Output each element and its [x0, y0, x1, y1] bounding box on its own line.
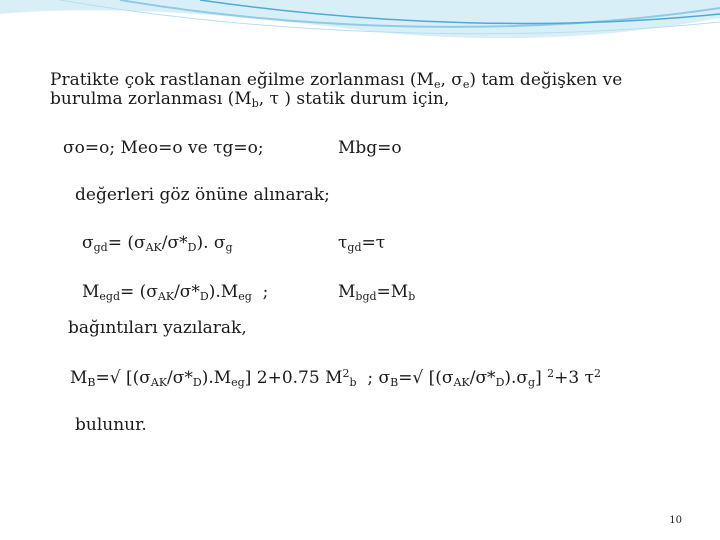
final-equation: $M_B=√$ $[(\sigma_{AK}/\sigma*_D).M_{eg}]$ 2+0.75 $M^2_b$ ; $\sigma_B=√$ $[(\sigma_{AK}/\sigma*_D).\sigma_g]$ $^2$+3 $\tau^2$ [70, 367, 601, 389]
equation-tau-gd: $\tau_{gd}=\tau$ [338, 233, 386, 254]
page-number: 10 [669, 515, 682, 526]
equation-m-bgd: $M_{bgd}=M_b$ [338, 282, 416, 303]
consider-text: değerleri göz önüne alınarak; [75, 185, 330, 205]
equation-m-egd: $M_{egd}= (\sigma_{AK}/\sigma*_D).M_{eg}$ ; [82, 282, 269, 303]
condition-left: σo=o; Meo=o ve τg=o; [63, 138, 264, 158]
header-wave-decoration [0, 0, 720, 60]
found-text: bulunur. [75, 415, 147, 435]
condition-right: Mbg=o [338, 138, 402, 158]
intro-line-2: burulma zorlanması ($M_b$, τ ) statik durum için, [50, 89, 450, 110]
equation-sigma-gd: $\sigma_{gd}= (\sigma_{AK}/\sigma*_D)$. $\sigma_g$ [82, 233, 233, 254]
relations-text: bağıntıları yazılarak, [68, 318, 247, 338]
intro-line-1: Pratikte çok rastlanan eğilme zorlanması ($M_e$, $\sigma_e$) tam değişken ve [50, 70, 623, 91]
